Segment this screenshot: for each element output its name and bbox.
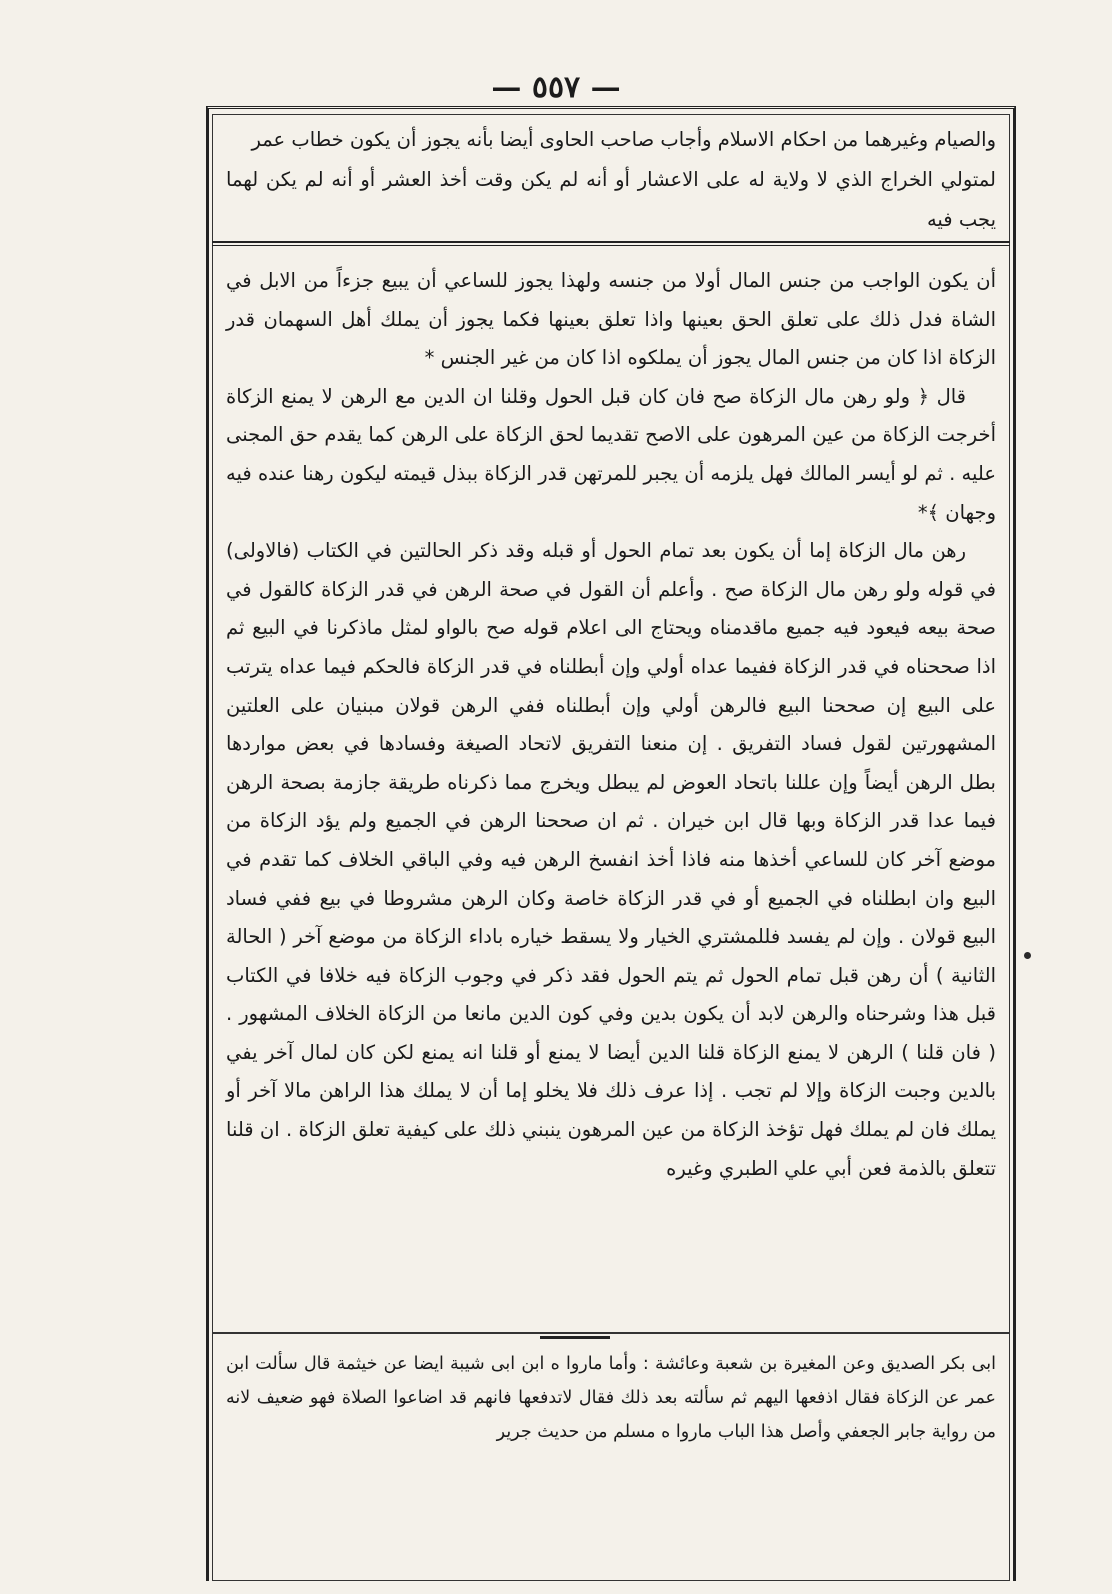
footnote-divider xyxy=(212,1332,1010,1334)
scan-dot xyxy=(1024,952,1031,959)
top-commentary xyxy=(226,120,996,240)
main-paragraph-3: رهن مال الزكاة إما أن يكون بعد تمام الحول أو قبله وقد ذكر الحالتين في الكتاب (فالاولى) في قوله ولو رهن مال الزكاة صح . وأعلم أن القول في صحة الرهن في قدر الزكاة كالقول في صحة بيعه فيعود فيه جميع ماقدمناه ويحتاج الى اعلام قوله صح بالواو لمثل ماذكرنا في البيع ثم اذا صححناه في قدر الزكاة ففيما عداه أولي وإن أبطلناه في قدر الزكاة فالحكم فيما عداه يترتب على البيع إن صححنا البيع فالرهن أولي وإن أبطلناه ففي الرهن قولان مبنيان على العلتين المشهورتين لقول فساد التفريق . إن منعنا التفريق لاتحاد الصيغة وفسادها في بعض مواردها بطل الرهن أيضاً وإن عللنا باتحاد العوض لم يبطل ويخرج مما ذكرناه طريقة جازمة بصحة الرهن فيما عدا قدر الزكاة وبها قال ابن خيران . ثم ان صححنا الرهن في الجميع ولم يؤد الزكاة من موضع آخر كان للساعي أخذها منه فاذا أخذ انفسخ الرهن فيه وفي الباقي الخلاف كما تقدم في البيع وان ابطلناه في الجميع أو في قدر الزكاة خاصة وكان الرهن مشروطا في بيع ففي فساد البيع قولان . وإن لم يفسد فللمشتري الخيار ولا يسقط خياره باداء الزكاة من موضع آخر ( الحالة الثانية ) أن رهن قبل تمام الحول ثم يتم الحول فقد ذكر في وجوب الزكاة فيه خلافا في الكتاب قبل هذا وشرحناه والرهن لابد أن يكون بدين وفي كون الدين مانعا من الزكاة الخلاف المشهور . ( فان قلنا ) الرهن لا يمنع الزكاة قلنا الدين أيضا لا يمنع أو قلنا انه يمنع لكن كان لمال آخر يفي بالدين وجبت الزكاة وإلا لم تجب . إذا عرف ذلك فلا يخلو إما أن لا يملك هذا الراهن مالا آخر أو يملك فان لم يملك فهل تؤخذ الزكاة من عين المرهون ينبني ذلك على كيفية تعلق الزكاة . ان قلنا تتعلق بالذمة فعن أبي علي الطبري وغيره xyxy=(226,539,996,1180)
section-divider xyxy=(212,241,1010,246)
footnote: ابى بكر الصديق وعن المغيرة بن شعبة وعائشة : وأما ماروا ه ابن ابى شيبة ايضا عن خيثمة قال سألت ابن عمر عن الزكاة فقال اذفعها اليهم ثم سألته بعد ذلك فقال لاتدفعها فانهم قد اضاعوا الصلاة فهو ضعيف لانه من رواية جابر الجعفي وأصل هذا الباب ماروا ه مسلم من حديث جرير xyxy=(226,1354,996,1442)
top-line-1: والصيام وغيرهما من احكام الاسلام وأجاب صاحب الحاوى أيضا بأنه يجوز أن يكون خطاب عمر xyxy=(251,128,996,151)
main-text xyxy=(226,262,996,1188)
main-paragraph-2: قال ﴿ ولو رهن مال الزكاة صح فان كان قبل الحول وقلنا ان الدين مع الرهن لا يمنع الزكاة أخرجت الزكاة من عين المرهون على الاصح تقديما لحق الزكاة على الرهن كما يقدم حق المجنى عليه . ثم لو أيسر المالك فهل يلزمه أن يجبر للمرتهن قدر الزكاة ببذل قيمته ليكون رهنا عنده فيه وجهان ﴾* xyxy=(226,384,996,524)
page-number: — ٥٥٧ — xyxy=(491,70,621,105)
main-paragraph-1: أن يكون الواجب من جنس المال أولا من جنسه ولهذا يجوز للساعي أن يبيع جزءاً من الابل في الشاة فدل ذلك على تعلق الحق بعينها واذا تعلق بعينها فكما يجوز أن يملك أهل السهمان قدر الزكاة اذا كان من جنس المال يجوز أن يملكوه اذا كان من غير الجنس * xyxy=(226,269,996,370)
footnote-divider-mark xyxy=(540,1336,610,1339)
top-line-2: لمتولي الخراج الذي لا ولاية له على الاعشار أو أنه لم يكن وقت أخذ العشر أو أنه لم يكن لهما يجب فيه xyxy=(226,168,996,231)
